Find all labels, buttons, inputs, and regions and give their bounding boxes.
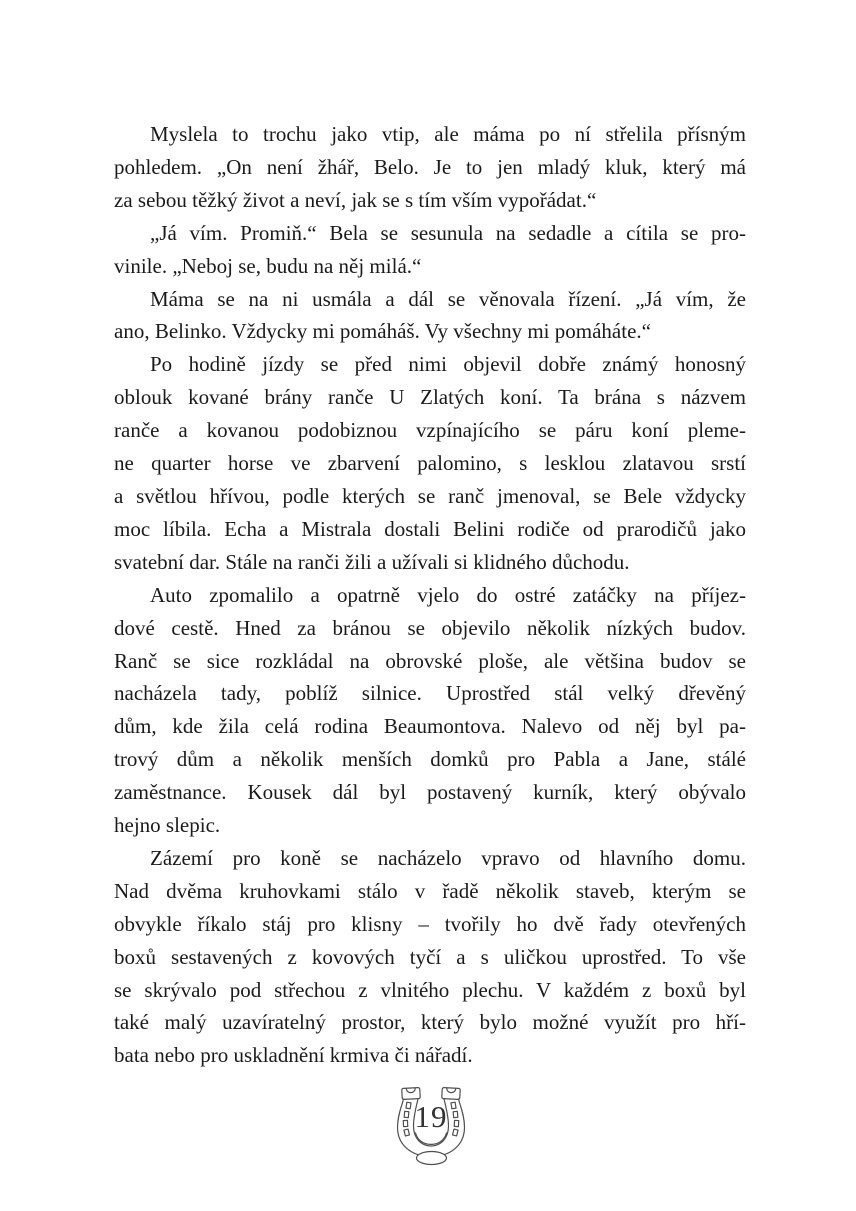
text-line: se skrývalo pod střechou z vlnitého plechu. V každém z boxů byl bbox=[114, 977, 746, 1002]
text-line: ano, Belinko. Vždycky mi pomáháš. Vy všechny mi pomáháte.“ bbox=[114, 319, 651, 344]
text-line: Auto zpomalilo a opatrně vjelo do ostré zatáčky na příjez- bbox=[150, 582, 746, 607]
text-line: svatební dar. Stále na ranči žili a užívali si klidného důchodu. bbox=[114, 549, 630, 574]
text-line: boxů sestavených z kovových tyčí a s uličkou uprostřed. To vše bbox=[114, 944, 746, 969]
page-footer-ornament bbox=[394, 1085, 468, 1167]
text-line: zaměstnance. Kousek dál byl postavený kurník, který obývalo bbox=[114, 780, 746, 805]
text-line: Máma se na ni usmála a dál se věnovala řízení. „Já vím, že bbox=[150, 286, 746, 311]
text-line: bata nebo pro uskladnění krmiva či nářadí. bbox=[114, 1043, 473, 1068]
text-block bbox=[114, 118, 746, 1072]
text-line: vinile. „Neboj se, budu na něj milá.“ bbox=[114, 253, 422, 278]
text-line: a světlou hřívou, podle kterých se ranč jmenoval, se Bele vždycky bbox=[114, 483, 746, 508]
text-line: pohledem. „On není žhář, Belo. Je to jen mladý kluk, který má bbox=[114, 154, 746, 179]
text-line: Myslela to trochu jako vtip, ale máma po ní střelila přísným bbox=[150, 122, 746, 146]
text-line: Ranč se sice rozkládal na obrovské ploše, ale většina budov se bbox=[114, 648, 746, 673]
text-line: dům, kde žila celá rodina Beaumontova. Nalevo od něj byl pa- bbox=[114, 714, 746, 739]
text-line: ne quarter horse ve zbarvení palomino, s lesklou zlatavou srstí bbox=[114, 451, 746, 476]
text-line: ranče a kovanou podobiznou vzpínajícího se páru koní pleme- bbox=[114, 418, 746, 443]
text-line: moc líbila. Echa a Mistrala dostali Belini rodiče od prarodičů jako bbox=[114, 516, 746, 541]
text-line: oblouk kované brány ranče U Zlatých koní. Ta brána s názvem bbox=[114, 385, 746, 410]
text-line: hejno slepic. bbox=[114, 813, 221, 838]
text-line: „Já vím. Promiň.“ Bela se sesunula na sedadle a cítila se pro- bbox=[150, 220, 746, 245]
text-line: nacházela tady, poblíž silnice. Uprostřed stál velký dřevěný bbox=[114, 681, 746, 706]
text-line: obvykle říkalo stáj pro klisny – tvořily ho dvě řady otevřených bbox=[114, 911, 746, 936]
text-line: za sebou těžký život a neví, jak se s tím vším vypořádat.“ bbox=[114, 187, 597, 212]
page-number: 19 bbox=[414, 1099, 448, 1134]
text-line: Po hodině jízdy se před nimi objevil dobře známý honosný bbox=[150, 352, 746, 377]
text-line: dové cestě. Hned za bránou se objevilo několik nízkých budov. bbox=[114, 615, 746, 640]
text-line: Zázemí pro koně se nacházelo vpravo od hlavního domu. bbox=[150, 845, 746, 870]
text-line: trový dům a několik menších domků pro Pabla a Jane, stálé bbox=[114, 747, 746, 772]
text-line: Nad dvěma kruhovkami stálo v řadě několik staveb, kterým se bbox=[114, 878, 746, 903]
text-line: také malý uzavíratelný prostor, který bylo možné využít pro hří- bbox=[114, 1010, 746, 1035]
